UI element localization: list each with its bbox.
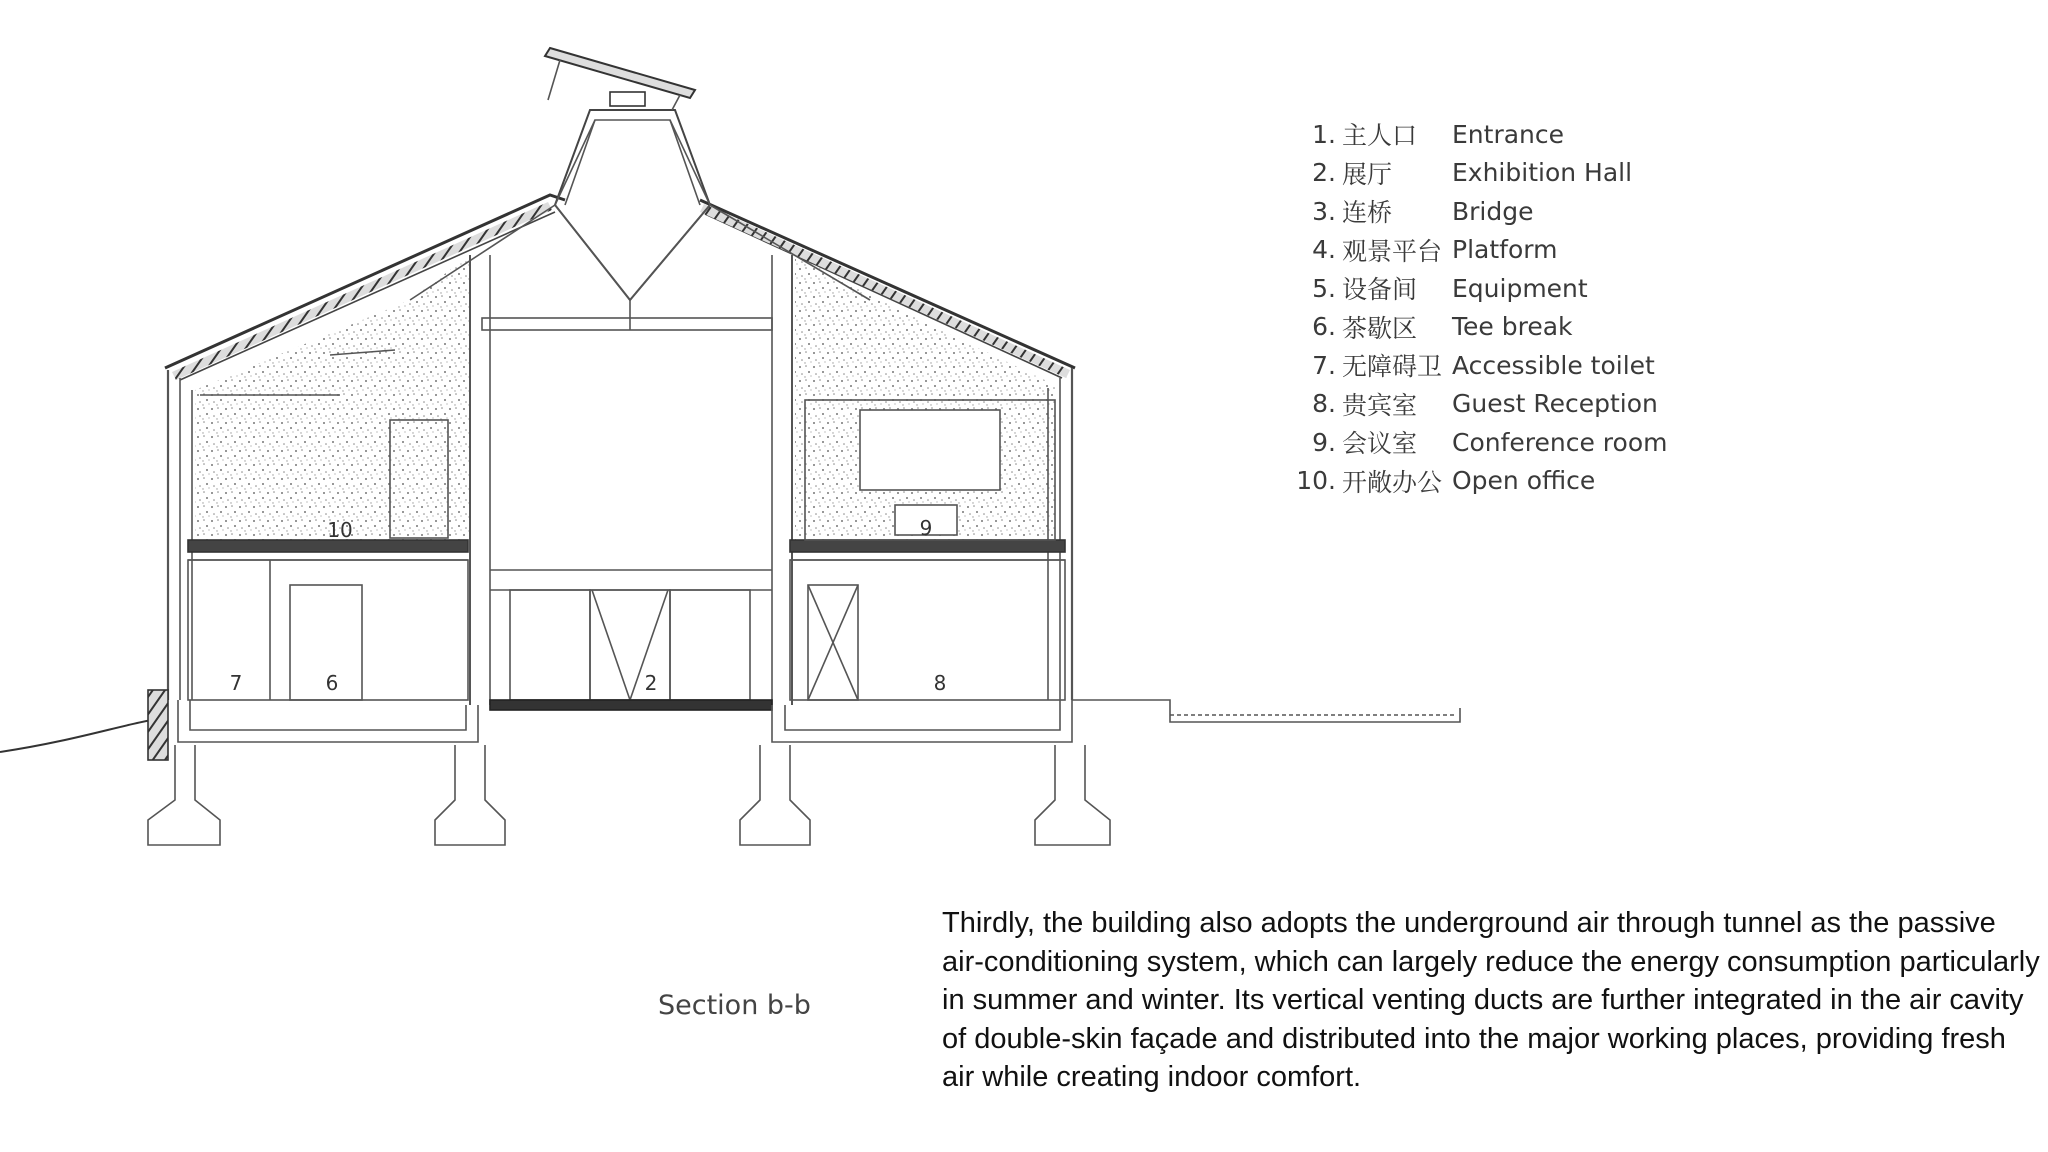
legend-num: 7. [1312, 350, 1336, 380]
legend-zh: 茶歇区 [1342, 313, 1418, 343]
ceiling-beam [482, 318, 772, 330]
legend-zh: 设备间 [1342, 275, 1418, 305]
legend-en: Exhibition Hall [1452, 158, 1633, 188]
left-floor-base [178, 700, 478, 742]
legend-zh: 无障碍卫 [1342, 352, 1443, 382]
caption-text: Thirdly, the building also adopts the underground air through tunnel as the passive air-conditioning system, which can largely reduce the energy consumption particularly in summer and winter. Its vertical venting ducts are further integrated in the air cavity of double-skin façade and distributed into the major working places, providing fresh air while creating indoor comfort. [942, 907, 2040, 1093]
legend-item [1296, 231, 1736, 270]
legend-num: 3. [1312, 196, 1336, 226]
legend-num: 4. [1312, 235, 1336, 265]
legend-item [1296, 192, 1736, 231]
room-label-7: 7 [229, 671, 243, 695]
legend-en: Open office [1452, 466, 1596, 496]
lantern-v-right [630, 205, 710, 300]
building-section [0, 48, 1460, 845]
legend-zh: 主人口 [1342, 121, 1418, 151]
right-attic-insulation [795, 255, 1055, 540]
right-mezzanine-slab [790, 540, 1065, 552]
legend-num: 6. [1312, 312, 1336, 342]
ground-line [0, 718, 165, 752]
legend-zh: 连桥 [1342, 198, 1393, 228]
legend-item [1296, 308, 1736, 347]
legend [1296, 115, 1736, 500]
legend-item [1296, 269, 1736, 308]
hall-door-right [670, 590, 750, 700]
legend-en: Bridge [1452, 196, 1534, 226]
legend-zh: 贵宾室 [1342, 390, 1418, 420]
legend-num: 8. [1312, 389, 1336, 419]
lantern-inner [565, 120, 700, 205]
legend-num: 9. [1312, 427, 1336, 457]
hall-door-left [510, 590, 590, 700]
legend-item [1296, 154, 1736, 193]
roof-lantern [555, 110, 710, 300]
conference-screen [860, 410, 1000, 490]
lantern-strut-left [555, 120, 595, 205]
legend-zh: 会议室 [1342, 429, 1418, 459]
legend-zh: 开敞办公 [1342, 467, 1443, 497]
lantern-strut-right [670, 120, 710, 205]
legend-en: Conference room [1452, 427, 1668, 457]
foundations [148, 745, 1110, 845]
legend-num: 2. [1312, 158, 1336, 188]
legend-item [1296, 346, 1736, 385]
room-label-6: 6 [325, 671, 339, 695]
hall-door-center [590, 590, 670, 700]
legend-en: Accessible toilet [1452, 350, 1655, 380]
legend-zh: 观景平台 [1342, 236, 1443, 266]
legend-en: Equipment [1452, 273, 1588, 303]
left-attic-insulation [195, 255, 470, 540]
legend-num: 5. [1312, 273, 1336, 303]
legend-item [1296, 115, 1736, 154]
legend-item [1296, 385, 1736, 424]
legend-en: Entrance [1452, 119, 1565, 149]
right-lower-room [790, 560, 1065, 700]
room-label-2: 2 [644, 671, 658, 695]
legend-item [1296, 462, 1736, 501]
stone-plinth [148, 690, 168, 760]
bridge-slab [490, 700, 772, 710]
legend-en: Guest Reception [1452, 389, 1658, 419]
exterior-terrace [1072, 700, 1460, 722]
legend-zh: 展厅 [1342, 159, 1393, 189]
room-label-9: 9 [919, 516, 933, 540]
room-label-8: 8 [933, 671, 947, 695]
legend-item [1296, 423, 1736, 462]
room-label-10: 10 [327, 518, 353, 542]
caption [942, 904, 2042, 1097]
legend-en: Platform [1452, 235, 1558, 265]
legend-num: 10. [1296, 466, 1336, 496]
right-floor-base [772, 700, 1072, 742]
legend-en: Tee break [1452, 312, 1573, 342]
lantern-v-left [555, 205, 630, 300]
section-label: Section b-b [658, 990, 811, 1021]
legend-num: 1. [1312, 119, 1336, 149]
solar-panel [545, 48, 695, 110]
